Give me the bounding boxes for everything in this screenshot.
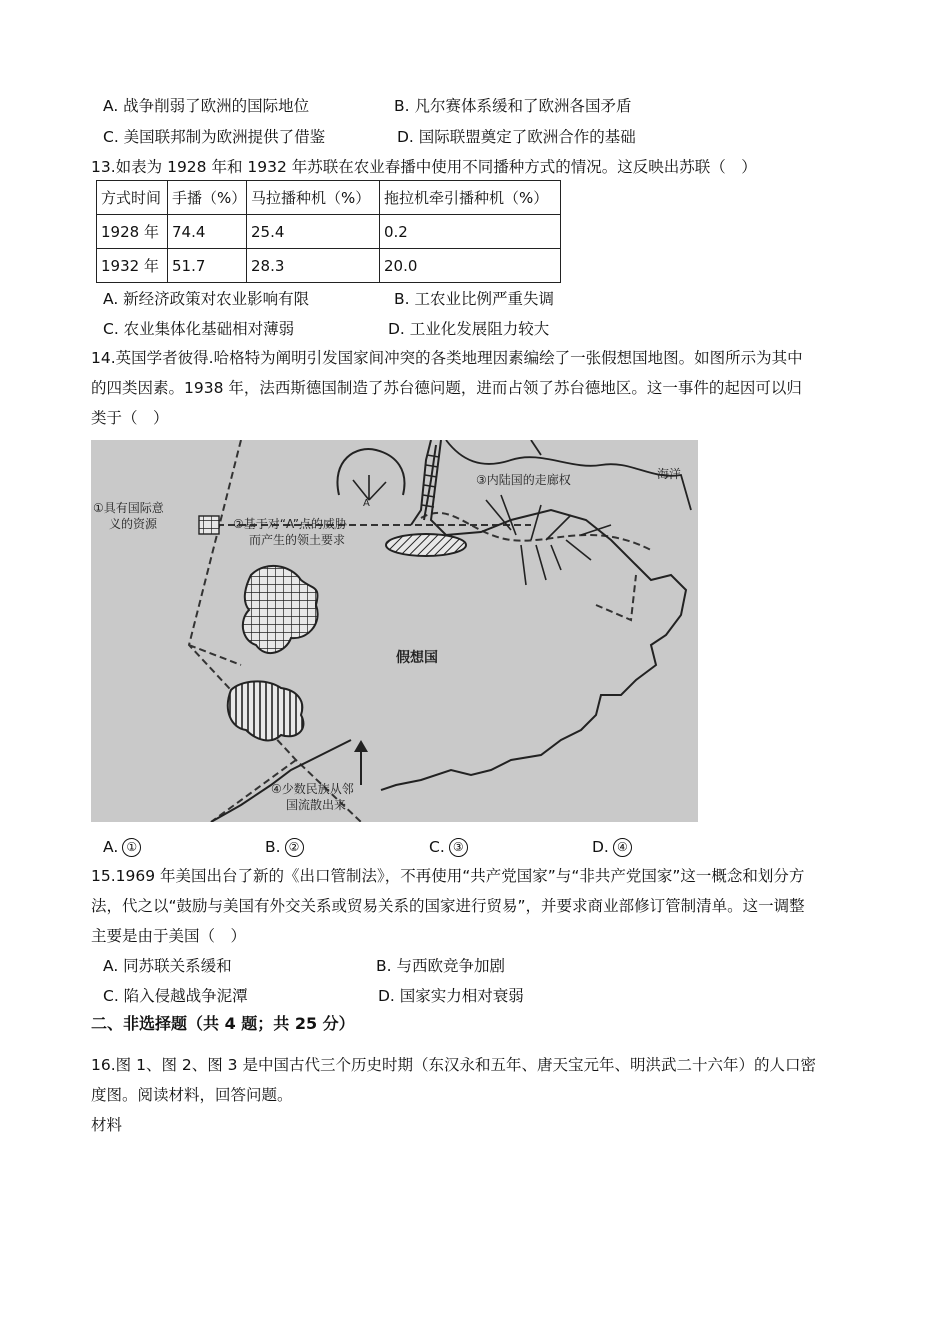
threat-zone [337, 449, 404, 495]
map-label-territory: ②基于对“A”点的威胁 [233, 517, 347, 531]
q14-stem-line1: 14.英国学者彼得.哈格特为阐明引发国家间冲突的各类地理因素编绘了一张假想国地图。如图所示为其中 [91, 349, 803, 367]
option-mark: ① [122, 838, 141, 857]
option-mark: ③ [449, 838, 468, 857]
option-letter: D. [592, 838, 609, 856]
map-label-country: 假想国 [396, 650, 438, 666]
table-cell: 0.2 [380, 215, 561, 249]
q12-option-b: B. 凡尔赛体系缓和了欧洲各国矛盾 [394, 97, 632, 115]
hypothetical-country-map [91, 440, 698, 822]
table-cell: 28.3 [247, 249, 380, 283]
option-mark: ④ [613, 838, 632, 857]
q12-option-c: C. 美国联邦制为欧洲提供了借鉴 [103, 128, 326, 146]
q15-option-a: A. 同苏联关系缓和 [103, 957, 232, 975]
table-header-cell: 手播（%） [168, 181, 247, 215]
map-label-point-a: A [363, 498, 370, 509]
q13-option-d: D. 工业化发展阻力较大 [388, 320, 550, 338]
table-cell: 51.7 [168, 249, 247, 283]
option-letter: B. [265, 838, 281, 856]
map-label-corridor: ③内陆国的走廊权 [476, 473, 571, 487]
q15-stem-line2: 法，代之以“鼓励与美国有外交关系或贸易关系的国家进行贸易”，并要求商业部修订管制清单。这一调整 [91, 897, 805, 915]
table-cell: 74.4 [168, 215, 247, 249]
border-line [596, 575, 636, 620]
map-label-sea: 海洋 [657, 467, 682, 481]
q15-option-b: B. 与西欧竞争加剧 [376, 957, 505, 975]
arrow-head [354, 740, 368, 752]
threat-arrows [353, 475, 386, 500]
q14-option-c [429, 837, 468, 857]
q12-option-d: D. 国际联盟奠定了欧洲合作的基础 [397, 128, 636, 146]
section-title: 二、非选择题（共 4 题；共 25 分） [91, 1014, 355, 1033]
option-letter: A. [103, 838, 119, 856]
q14-option-b [265, 837, 304, 857]
resource-icon [199, 516, 219, 534]
table-header-row [97, 181, 561, 215]
table-cell: 20.0 [380, 249, 561, 283]
q12-option-a: A. 战争削弱了欧洲的国际地位 [103, 97, 310, 115]
q16-stem-line1: 16.图 1、图 2、图 3 是中国古代三个历史时期（东汉永和五年、唐天宝元年、明洪武二十六年）的人口密 [91, 1056, 816, 1074]
map-label-minority-2: 国流散出来 [286, 798, 347, 812]
table-row [97, 249, 561, 283]
table-cell: 1928 年 [97, 215, 168, 249]
table-cell: 25.4 [247, 215, 380, 249]
q13-option-a: A. 新经济政策对农业影响有限 [103, 290, 310, 308]
q15-option-d: D. 国家实力相对衰弱 [378, 987, 524, 1005]
resource-area [243, 566, 318, 653]
q14-stem-line3: 类于（ ） [91, 409, 169, 427]
q13-table [96, 180, 561, 283]
option-letter: C. [429, 838, 445, 856]
territory-claim-area [386, 534, 466, 556]
q15-stem-line3: 主要是由于美国（ ） [91, 927, 247, 945]
map-label-territory-2: 而产生的领土要求 [249, 533, 346, 547]
table-header-cell: 拖拉机牵引播种机（%） [380, 181, 561, 215]
option-mark: ② [285, 838, 304, 857]
q16-stem-line2: 度图。阅读材料，回答问题。 [91, 1086, 293, 1104]
q16-material: 材料 [91, 1116, 123, 1134]
table-cell: 1932 年 [97, 249, 168, 283]
q13-option-c: C. 农业集体化基础相对薄弱 [103, 320, 295, 338]
q14-stem-line2: 的四类因素。1938 年，法西斯德国制造了苏台德问题，进而占领了苏台德地区。这一事件的起因可以归 [91, 379, 802, 397]
q15-stem-line1: 15.1969 年美国出台了新的《出口管制法》，不再使用“共产党国家”与“非共产党国家”这一概念和划分方 [91, 867, 805, 885]
q14-option-d [592, 837, 632, 857]
q14-option-a [103, 837, 141, 857]
table-header-cell: 马拉播种机（%） [247, 181, 380, 215]
map-label-resources: ①具有国际意 [93, 501, 164, 515]
minority-area [228, 681, 304, 740]
q13-option-b: B. 工农业比例严重失调 [394, 290, 554, 308]
q15-option-c: C. 陷入侵越战争泥潭 [103, 987, 248, 1005]
map-label-resources-2: 义的资源 [109, 517, 158, 531]
movement-arrows [486, 495, 611, 585]
border-line [189, 645, 241, 665]
table-row [97, 215, 561, 249]
table-header-cell: 方式时间 [97, 181, 168, 215]
map-label-minority: ④少数民族从邻 [271, 782, 354, 796]
q13-stem: 13.如表为 1928 年和 1932 年苏联在农业春播中使用不同播种方式的情况。这反映出苏联（ ） [91, 158, 757, 176]
